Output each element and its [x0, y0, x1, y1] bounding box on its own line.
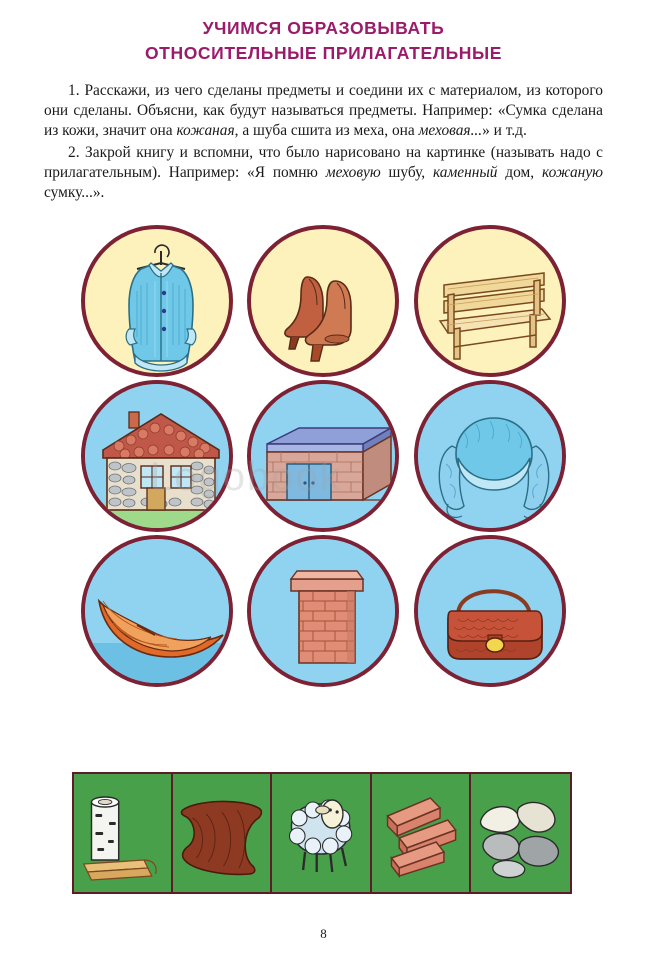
task-1: [44, 81, 603, 142]
material-leather-hide[interactable]: [173, 774, 272, 892]
picture-leather-shoes[interactable]: [247, 225, 399, 377]
picture-brick-garage[interactable]: [247, 380, 399, 532]
task-2-italic-1: меховую: [325, 164, 381, 182]
picture-wooden-boat[interactable]: [81, 535, 233, 687]
instructions: [44, 81, 603, 204]
task-1-italic-1: кожаная: [176, 122, 235, 140]
material-sheep-wool[interactable]: [272, 774, 371, 892]
task-1-text-mid: , а шуба сшита из меха, она: [234, 122, 419, 140]
materials-strip: [72, 772, 572, 894]
material-bricks[interactable]: [372, 774, 471, 892]
page-title: [0, 0, 647, 67]
task-1-text-before: Расскажи, из чего сделаны предметы и соедини их с материалом, из которого они сделаны. Объясни, как будут называться предметы. Например: «Сумка сделана из кожи, значит она: [44, 81, 603, 140]
material-stones[interactable]: [471, 774, 570, 892]
task-2-text-before: Закрой книгу и вспомни, что было нарисовано на картинке (называть надо с прилагательным). Например: «Я помню: [44, 143, 603, 182]
task-2: [44, 143, 603, 204]
title-line-2: ОТНОСИТЕЛЬНЫЕ ПРИЛАГАТЕЛЬНЫЕ: [144, 43, 503, 64]
task-2-italic-3: кожаную: [541, 164, 604, 182]
picture-stone-house[interactable]: [81, 380, 233, 532]
task-2-italic-2: каменный: [432, 164, 498, 182]
picture-grid: [74, 224, 574, 689]
picture-leather-bag[interactable]: [414, 535, 566, 687]
watermark: Logobook: [150, 455, 342, 499]
title-line-1: УЧИМСЯ ОБРАЗОВЫВАТЬ: [202, 18, 445, 38]
picture-fur-coat[interactable]: [81, 225, 233, 377]
task-2-text-mid2: дом,: [497, 164, 542, 182]
picture-fur-hat[interactable]: [414, 380, 566, 532]
picture-wooden-bench[interactable]: [414, 225, 566, 377]
task-1-italic-2: меховая...: [418, 122, 483, 140]
task-1-number: 1.: [68, 81, 80, 99]
task-1-text-after: » и т.д.: [482, 122, 527, 140]
task-2-text-mid: шубу,: [380, 164, 433, 182]
material-birch-bark-wood[interactable]: [74, 774, 173, 892]
task-2-number: 2.: [68, 143, 80, 161]
page-number: 8: [320, 926, 327, 941]
picture-brick-chimney[interactable]: [247, 535, 399, 687]
task-2-text-after: сумку...».: [44, 184, 105, 202]
